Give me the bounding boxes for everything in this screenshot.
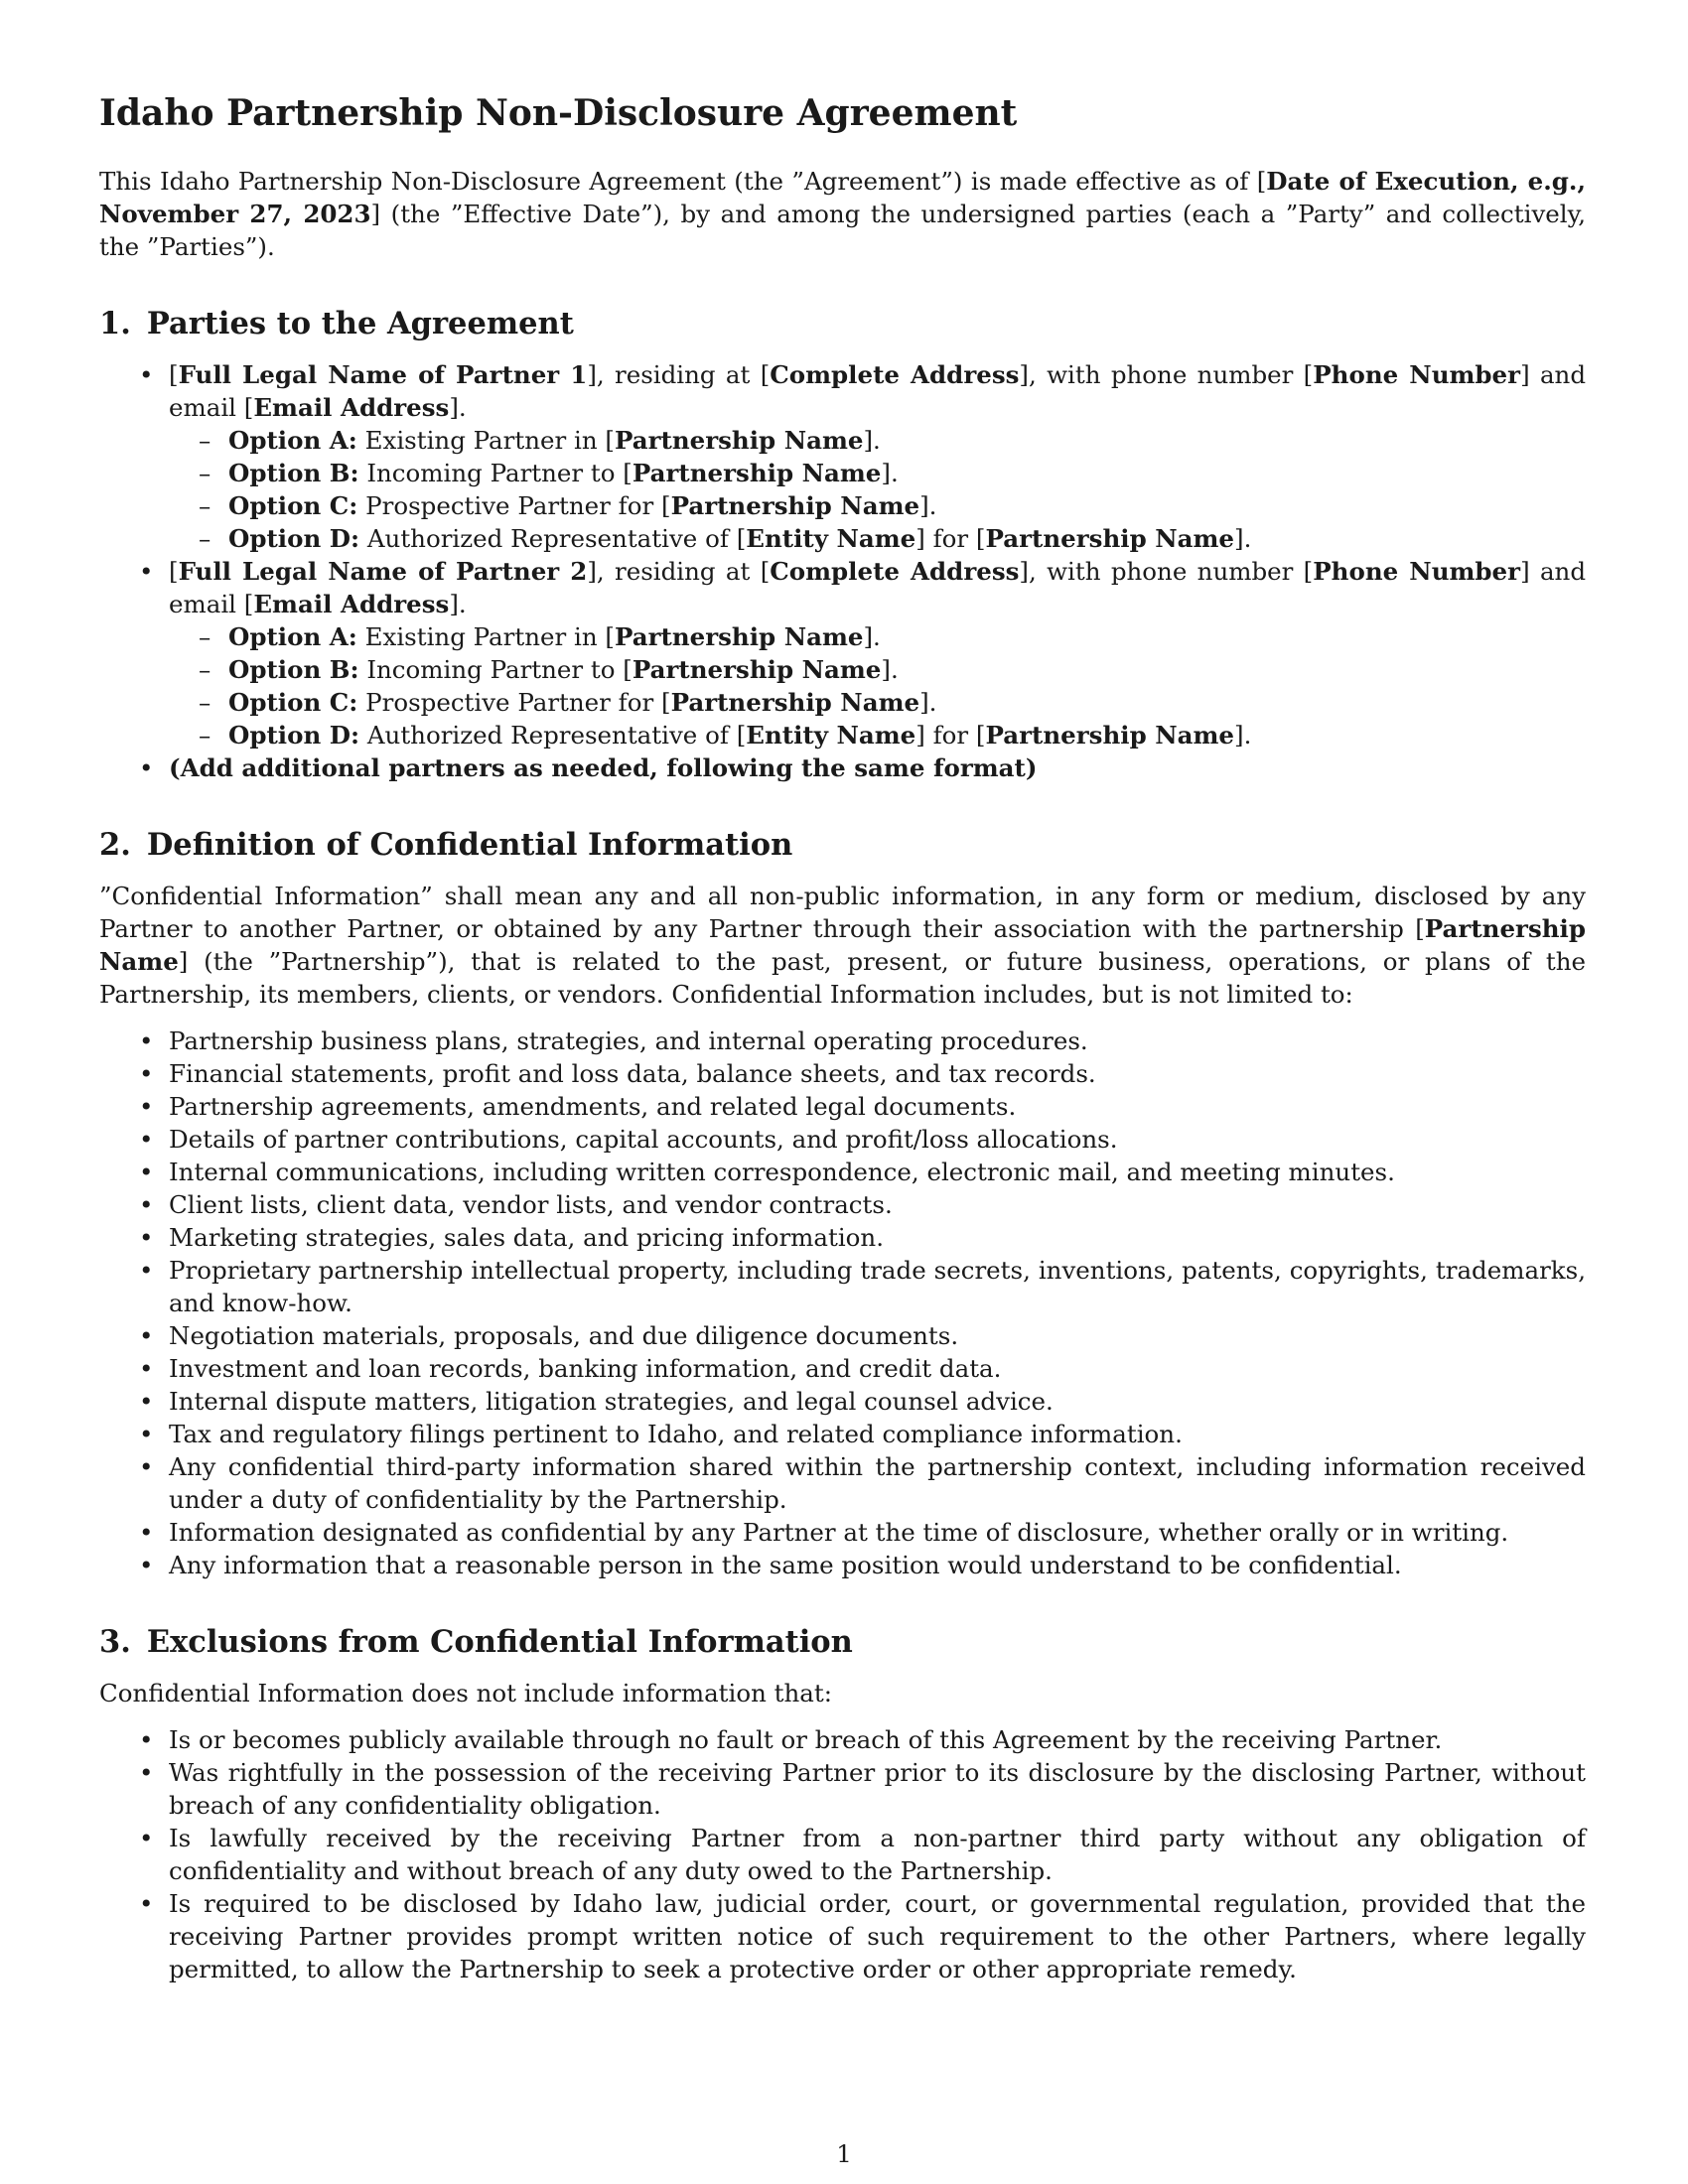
list-item-text: Tax and regulatory filings pertinent to Idaho, and related compliance information. [169,1420,1183,1448]
text: ] for [ [915,721,986,750]
option-b [99,457,1586,489]
section-title: Definition of Confidential Information [146,827,793,863]
list-item [99,1024,1586,1057]
list-item-text: Information designated as confidential by any Partner at the time of disclosure, whether orally or in writing. [169,1518,1509,1547]
partner-2-options [169,620,1586,751]
exclusions-list [99,1723,1586,1985]
partnership-placeholder: Partnership Name [985,721,1235,750]
list-item [99,1254,1586,1319]
bullet-icon: • [139,1824,154,1852]
bullet-icon: • [139,1158,154,1186]
list-item [99,1156,1586,1188]
address-placeholder: Complete Address [770,557,1020,586]
paragraph-text: ”Confidential Information” shall mean any and all non-public information, in any form or medium, disclosed by any Partner to another Partner, or obtained by any Partner through their association with the partnership [ [99,882,1586,943]
list-item [99,1822,1586,1887]
phone-placeholder: Phone Number [1313,360,1521,389]
list-item [99,1319,1586,1352]
bullet-icon: • [139,1551,154,1579]
definition-paragraph [99,880,1586,1011]
dash-icon: – [199,524,211,553]
option-label: Option A: [228,426,357,455]
partnership-placeholder: Partnership Name [614,622,864,651]
bullet-icon: • [139,1026,154,1055]
option-c [99,686,1586,719]
section-number: 1. [99,306,131,341]
section-number: 2. [99,827,131,863]
dash-icon: – [199,491,211,520]
list-item [99,1450,1586,1516]
list-item [99,1188,1586,1221]
text: ]. [919,688,937,717]
document-page [99,91,1586,1985]
option-b [99,653,1586,686]
list-item-text: Internal dispute matters, litigation strategies, and legal counsel advice. [169,1387,1054,1416]
intro-text: This Idaho Partnership Non-Disclosure Agreement (the ”Agreement”) is made effective as of [ [99,167,1267,196]
partnership-placeholder: Partnership Name [632,655,882,684]
section-3-heading [99,1623,1586,1661]
bullet-icon: • [139,557,154,586]
text: ]. [863,426,881,455]
text: ], residing at [ [587,360,771,389]
list-item-text: Any information that a reasonable person in the same position would understand to be confidential. [169,1551,1402,1579]
document-title: Idaho Partnership Non-Disclosure Agreement [99,92,1018,134]
option-label: Option B: [228,655,359,684]
option-a [99,424,1586,457]
partnership-placeholder: Partnership Name [670,688,920,717]
option-text: Incoming Partner to [ [358,655,633,684]
list-item [99,1723,1586,1756]
address-placeholder: Complete Address [770,360,1020,389]
option-label: Option A: [228,622,357,651]
list-item-text: Is required to be disclosed by Idaho law, judicial order, court, or governmental regulation, provided that the receiving Partner provides prompt written notice of such requirement to the other Partners, where legally permitted, to allow the Partnership to seek a protective order or other appropriate remedy. [169,1889,1586,1983]
option-label: Option D: [228,721,360,750]
paragraph-text: ] (the ”Partnership”), that is related to the past, present, or future business, operations, or plans of the Partnership, its members, clients, or vendors. Confidential Information includes, but is not limited to: [99,947,1586,1009]
list-item-text: Internal communications, including written correspondence, electronic mail, and meeting minutes. [169,1158,1395,1186]
option-text: Authorized Representative of [ [359,721,747,750]
dash-icon: – [199,688,211,717]
bullet-icon: • [139,1059,154,1088]
list-item-text: Details of partner contributions, capital accounts, and profit/loss allocations. [169,1125,1118,1154]
text: ]. [863,622,881,651]
phone-placeholder: Phone Number [1313,557,1521,586]
parties-list [99,358,1586,784]
text: ] for [ [915,524,986,553]
list-item [99,1221,1586,1254]
intro-text: ] (the ”Effective Date”), by and among the undersigned parties (each a ”Party” and collectively, the ”Parties”). [99,200,1587,261]
date-placeholder: Date of Execution, e.g., November 27, 2023 [99,167,1586,228]
list-item-text: Partnership business plans, strategies, and internal operating procedures. [169,1026,1088,1055]
list-item-text: Marketing strategies, sales data, and pricing information. [169,1223,884,1252]
list-item [99,1549,1586,1581]
text: ] and email [ [169,360,1587,422]
option-label: Option D: [228,524,360,553]
dash-icon: – [199,426,211,455]
option-text: Existing Partner in [ [356,622,615,651]
intro-paragraph [99,165,1586,263]
option-text: Authorized Representative of [ [359,524,747,553]
bullet-icon: • [139,1223,154,1252]
bullet-icon: • [139,1190,154,1219]
text: ], with phone number [ [1019,360,1314,389]
option-c [99,489,1586,522]
entity-placeholder: Entity Name [746,524,916,553]
section-1-heading [99,305,1586,342]
email-placeholder: Email Address [253,590,450,618]
list-item [99,1516,1586,1549]
bullet-icon: • [139,1889,154,1918]
bullet-icon: • [139,1387,154,1416]
add-partners-note [99,751,1586,784]
section-title: Parties to the Agreement [146,306,574,341]
text: ] and email [ [169,557,1587,618]
bullet-icon: • [139,360,154,389]
list-item-text: Negotiation materials, proposals, and due diligence documents. [169,1321,959,1350]
dash-icon: – [199,655,211,684]
option-d [99,522,1586,555]
bullet-icon: • [139,1452,154,1481]
option-a [99,620,1586,653]
list-item [99,1887,1586,1985]
list-item-text: Is lawfully received by the receiving Partner from a non-partner third party without any obligation of confidentiality and without breach of any duty owed to the Partnership. [169,1824,1586,1885]
list-item-text: Is or becomes publicly available through no fault or breach of this Agreement by the receiving Partner. [169,1725,1443,1754]
list-item-text: Was rightfully in the possession of the receiving Partner prior to its disclosure by the disclosing Partner, without breach of any confidentiality obligation. [169,1758,1586,1820]
text: ], with phone number [ [1019,557,1314,586]
option-label: Option C: [228,688,358,717]
partnership-placeholder: Partnership Name [985,524,1235,553]
option-d [99,719,1586,751]
bullet-icon: • [139,1125,154,1154]
text: ]. [919,491,937,520]
dash-icon: – [199,622,211,651]
partner-name-placeholder: Full Legal Name of Partner 1 [178,360,588,389]
page-number: 1 [836,2139,852,2168]
entity-placeholder: Entity Name [746,721,916,750]
option-text: Prospective Partner for [ [357,491,671,520]
dash-icon: – [199,721,211,750]
confidential-info-list [99,1024,1586,1581]
text: ]. [1234,721,1252,750]
section-2-heading [99,826,1586,864]
list-item [99,1057,1586,1090]
list-item-text: Financial statements, profit and loss data, balance sheets, and tax records. [169,1059,1096,1088]
list-item [99,1418,1586,1450]
exclusions-intro: Confidential Information does not include information that: [99,1679,833,1707]
option-label: Option B: [228,459,359,487]
text: ]. [1234,524,1252,553]
bullet-icon: • [139,1321,154,1350]
text: ]. [881,459,899,487]
bullet-icon: • [139,1354,154,1383]
list-item-text: Client lists, client data, vendor lists, and vendor contracts. [169,1190,893,1219]
bullet-icon: • [139,1725,154,1754]
section-title: Exclusions from Confidential Information [146,1624,853,1660]
partner-name-placeholder: Full Legal Name of Partner 2 [178,557,588,586]
text: ]. [449,393,467,422]
bullet-icon: • [139,1420,154,1448]
note-text: (Add additional partners as needed, following the same format) [169,753,1038,782]
bracket: [ [169,557,179,586]
bullet-icon: • [139,753,154,782]
bracket: [ [169,360,179,389]
partnership-placeholder: Partnership Name [632,459,882,487]
section-number: 3. [99,1624,131,1660]
bullet-icon: • [139,1092,154,1121]
list-item [99,1756,1586,1822]
bullet-icon: • [139,1256,154,1285]
option-label: Option C: [228,491,358,520]
partnership-placeholder: Partnership Name [670,491,920,520]
list-item-text: Proprietary partnership intellectual property, including trade secrets, inventions, patents, copyrights, trademarks, and know-how. [169,1256,1586,1317]
list-item [99,1090,1586,1123]
partnership-placeholder: Partnership Name [99,914,1586,976]
list-item-text: Any confidential third-party information shared within the partnership context, including information received under a duty of confidentiality by the Partnership. [169,1452,1586,1514]
partnership-placeholder: Partnership Name [614,426,864,455]
list-item-text: Investment and loan records, banking information, and credit data. [169,1354,1002,1383]
email-placeholder: Email Address [253,393,450,422]
list-item [99,1385,1586,1418]
bullet-icon: • [139,1518,154,1547]
bullet-icon: • [139,1758,154,1787]
list-item [99,1123,1586,1156]
option-text: Incoming Partner to [ [358,459,633,487]
text: ]. [881,655,899,684]
dash-icon: – [199,459,211,487]
partner-2-item [99,555,1586,751]
partner-1-options [169,424,1586,555]
partner-1-item [99,358,1586,555]
text: ]. [449,590,467,618]
list-item-text: Partnership agreements, amendments, and related legal documents. [169,1092,1017,1121]
option-text: Prospective Partner for [ [357,688,671,717]
list-item [99,1352,1586,1385]
text: ], residing at [ [587,557,771,586]
option-text: Existing Partner in [ [356,426,615,455]
